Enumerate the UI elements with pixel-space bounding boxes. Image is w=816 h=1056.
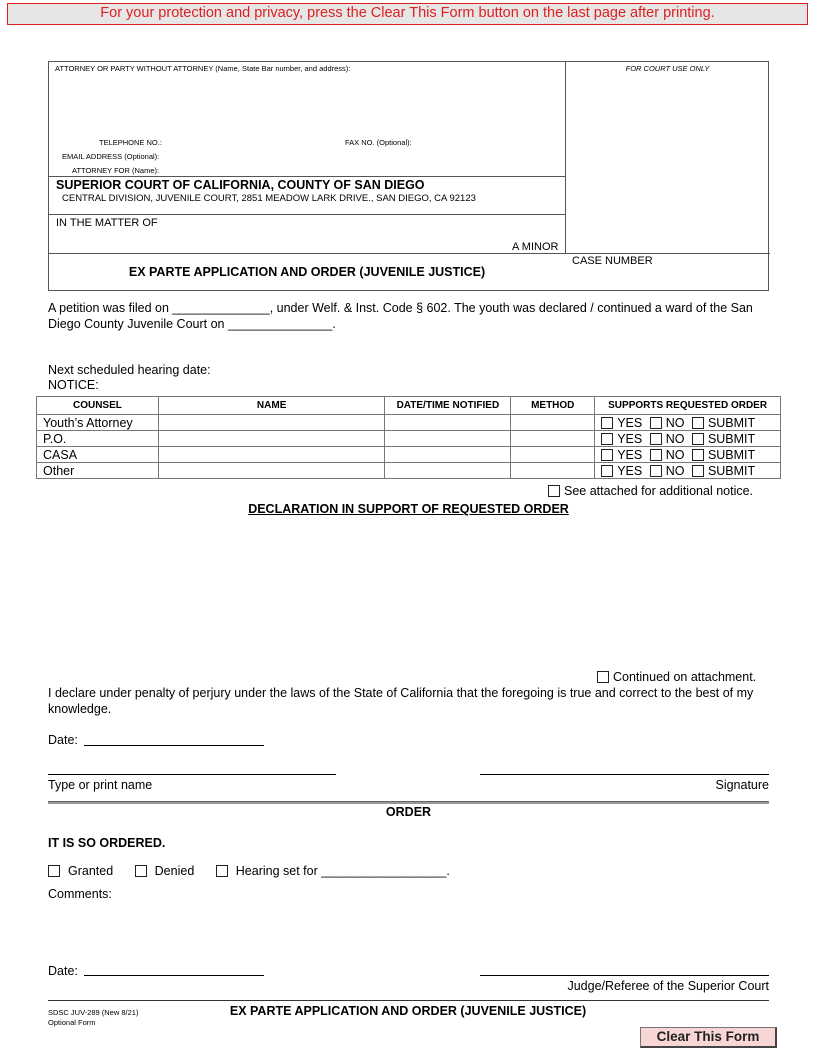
- denied-checkbox[interactable]: [135, 865, 147, 877]
- signature-field[interactable]: [480, 774, 769, 775]
- order-options: [48, 863, 450, 879]
- supports-cell: [595, 463, 781, 479]
- method-cell[interactable]: [511, 447, 595, 463]
- type-name-label: Type or print name: [48, 778, 153, 792]
- judge-signature-field[interactable]: [480, 975, 769, 976]
- see-attached-label: See attached for additional notice.: [564, 484, 754, 498]
- hearing-set-checkbox[interactable]: [216, 865, 228, 877]
- counsel-cell: Youth’s Attorney: [37, 415, 159, 431]
- email-label: EMAIL ADDRESS (Optional):: [62, 152, 160, 161]
- counsel-cell: CASA: [37, 447, 159, 463]
- print-name-field[interactable]: [48, 774, 336, 775]
- method-cell[interactable]: [511, 463, 595, 479]
- date-field[interactable]: [84, 745, 264, 746]
- yes-checkbox[interactable]: [601, 449, 613, 461]
- yes-checkbox[interactable]: [601, 433, 613, 445]
- order-heading: ORDER: [385, 805, 432, 819]
- supports-cell: [595, 415, 781, 431]
- table-row: [37, 431, 781, 447]
- method-cell[interactable]: [511, 415, 595, 431]
- court-name: SUPERIOR COURT OF CALIFORNIA, COUNTY OF SAN DIEGO: [56, 178, 425, 192]
- supports-cell: [595, 447, 781, 463]
- date-notified-cell[interactable]: [385, 415, 511, 431]
- yes-label: YES: [617, 447, 643, 462]
- header-counsel: COUNSEL: [37, 397, 159, 415]
- see-attached: [548, 483, 753, 499]
- hearing-set-label: Hearing set for __________________.: [235, 864, 450, 878]
- submit-label: SUBMIT: [707, 431, 756, 446]
- submit-checkbox[interactable]: [692, 465, 704, 477]
- minor-label: A MINOR: [512, 241, 559, 253]
- name-cell[interactable]: [158, 447, 385, 463]
- submit-checkbox[interactable]: [692, 433, 704, 445]
- submit-checkbox[interactable]: [692, 449, 704, 461]
- header-name: NAME: [158, 397, 385, 415]
- denied-label: Denied: [154, 864, 195, 878]
- name-cell[interactable]: [158, 463, 385, 479]
- date-label: Date:: [48, 733, 78, 747]
- counsel-cell: P.O.: [37, 431, 159, 447]
- order-date-field[interactable]: [84, 975, 264, 976]
- granted-label: Granted: [68, 864, 114, 878]
- table-row: [37, 463, 781, 479]
- submit-label: SUBMIT: [707, 415, 756, 430]
- footer-rule: [48, 1000, 769, 1001]
- header-method: METHOD: [511, 397, 595, 415]
- no-label: NO: [665, 463, 685, 478]
- yes-checkbox[interactable]: [601, 417, 613, 429]
- see-attached-checkbox[interactable]: [548, 485, 560, 497]
- matter-label: IN THE MATTER OF: [56, 217, 158, 229]
- header-date-notified: DATE/TIME NOTIFIED: [385, 397, 511, 415]
- notice-table: [36, 396, 781, 479]
- continued-checkbox[interactable]: [597, 671, 609, 683]
- fax-label: FAX NO. (Optional):: [345, 138, 412, 147]
- no-checkbox[interactable]: [650, 433, 662, 445]
- attorney-for-label: ATTORNEY FOR (Name):: [72, 166, 160, 175]
- signature-label: Signature: [715, 778, 769, 792]
- name-cell[interactable]: [158, 431, 385, 447]
- submit-label: SUBMIT: [707, 447, 756, 462]
- form-id: SDSC JUV-289 (New 8/21): [48, 1008, 139, 1017]
- submit-checkbox[interactable]: [692, 417, 704, 429]
- granted-checkbox[interactable]: [48, 865, 60, 877]
- notice-label: NOTICE:: [48, 378, 99, 392]
- clear-form-button[interactable]: Clear This Form: [640, 1027, 777, 1048]
- no-checkbox[interactable]: [650, 465, 662, 477]
- court-use-label: FOR COURT USE ONLY: [625, 64, 710, 73]
- yes-label: YES: [617, 431, 643, 446]
- no-label: NO: [665, 431, 685, 446]
- continued-attachment: [597, 669, 756, 685]
- order-date-label: Date:: [48, 964, 78, 978]
- telephone-label: TELEPHONE NO.:: [99, 138, 162, 147]
- date-notified-cell[interactable]: [385, 447, 511, 463]
- judge-label: Judge/Referee of the Superior Court: [567, 979, 769, 993]
- date-notified-cell[interactable]: [385, 431, 511, 447]
- table-row: [37, 447, 781, 463]
- declaration-heading: DECLARATION IN SUPPORT OF REQUESTED ORDER: [248, 502, 569, 516]
- section-divider: [48, 801, 769, 804]
- optional-form: Optional Form: [48, 1018, 96, 1027]
- no-label: NO: [665, 415, 685, 430]
- continued-label: Continued on attachment.: [613, 670, 757, 684]
- table-row: [37, 415, 781, 431]
- case-number-label: CASE NUMBER: [572, 255, 653, 267]
- no-checkbox[interactable]: [650, 449, 662, 461]
- supports-cell: [595, 431, 781, 447]
- name-cell[interactable]: [158, 415, 385, 431]
- no-label: NO: [665, 447, 685, 462]
- form-title: EX PARTE APPLICATION AND ORDER (JUVENILE JUSTICE): [128, 265, 486, 279]
- comments-label: Comments:: [48, 887, 112, 901]
- so-ordered: IT IS SO ORDERED.: [48, 836, 166, 850]
- method-cell[interactable]: [511, 431, 595, 447]
- header-supports: SUPPORTS REQUESTED ORDER: [595, 397, 781, 415]
- petition-text: A petition was filed on ______________, under Welf. & Inst. Code § 602. The youth was declared / continued a ward of the San Diego County Juvenile Court on _______________.: [48, 301, 753, 331]
- submit-label: SUBMIT: [707, 463, 756, 478]
- yes-checkbox[interactable]: [601, 465, 613, 477]
- caption-box: [48, 61, 769, 291]
- declaration-text-area[interactable]: [48, 522, 769, 667]
- yes-label: YES: [617, 463, 643, 478]
- counsel-cell: Other: [37, 463, 159, 479]
- comments-area[interactable]: [48, 902, 769, 958]
- perjury-text: I declare under penalty of perjury under the laws of the State of California that the foregoing is true and correct to the best of my knowledge.: [48, 686, 754, 716]
- attorney-label: ATTORNEY OR PARTY WITHOUT ATTORNEY (Name, State Bar number, and address):: [55, 64, 351, 73]
- next-hearing-label: Next scheduled hearing date:: [48, 363, 211, 377]
- date-notified-cell[interactable]: [385, 463, 511, 479]
- yes-label: YES: [617, 415, 643, 430]
- no-checkbox[interactable]: [650, 417, 662, 429]
- privacy-banner: For your protection and privacy, press the Clear This Form button on the last page after printing.: [7, 3, 808, 25]
- court-address: CENTRAL DIVISION, JUVENILE COURT, 2851 MEADOW LARK DRIVE., SAN DIEGO, CA 92123: [62, 193, 476, 204]
- footer-title: EX PARTE APPLICATION AND ORDER (JUVENILE JUSTICE): [229, 1004, 587, 1018]
